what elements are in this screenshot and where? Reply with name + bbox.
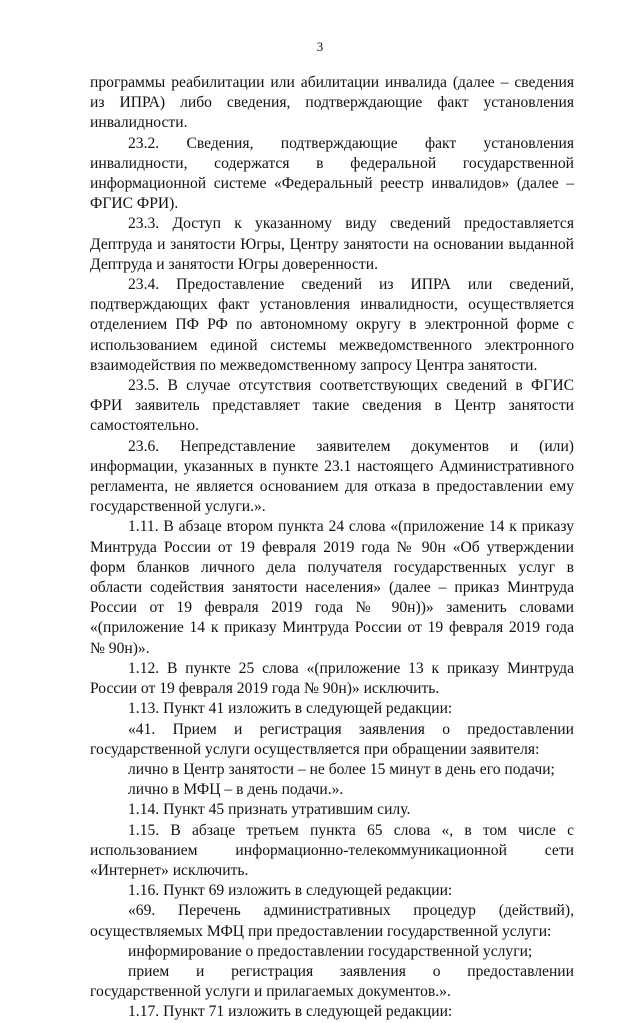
paragraph: 23.5. В случае отсутствия соответствующих сведений в ФГИС ФРИ заявитель представляет такие сведения в Центр занятости самостоятельно. [90,377,574,435]
paragraph: 23.2. Сведения, подтверждающие факт установления инвалидности, содержатся в федеральной государственной информационной системе «Федеральный реестр инвалидов» (далее – ФГИС ФРИ). [90,134,574,213]
paragraph: 1.16. Пункт 69 изложить в следующей редакции: [128,882,453,900]
paragraph: 1.12. В пункте 25 слова «(приложение 13 к приказу Минтруда России от 19 февраля 2019 года № 90н)» исключить. [90,659,574,698]
paragraph: 23.6. Непредставление заявителем документов и (или) информации, указанных в пункте 23.1 настоящего Административного регламента, не является основанием для отказа в предоставлении ему государственной услуги.». [90,437,574,516]
page-number: 3 [316,39,324,54]
paragraph: лично в МФЦ – в день подачи.». [128,781,344,799]
paragraph: «69. Перечень административных процедур (действий), осуществляемых МФЦ при предоставлении государственной услуги: [90,902,574,940]
paragraph: 1.17. Пункт 71 изложить в следующей редакции: [128,1003,453,1021]
paragraph: лично в Центр занятости – не более 15 минут в день его подачи; [128,760,555,778]
document-body [90,73,574,1023]
paragraph: 1.13. Пункт 41 изложить в следующей редакции: [128,700,453,718]
paragraph: 23.4. Предоставление сведений из ИПРА или сведений, подтверждающих факт установления инвалидности, осуществляется отделением ПФ РФ по автономному округу в электронной форме с использованием единой системы межведомственного электронного взаимодействия по межведомственному запросу Центра занятости. [90,276,574,374]
paragraph: информирование о предоставлении государственной услуги; [128,942,533,960]
paragraph: 1.15. В абзаце третьем пункта 65 слова «, в том числе с использованием информационно-телекоммуникационной сети «Интернет» исключить. [90,821,574,879]
paragraph: 23.3. Доступ к указанному виду сведений предоставляется Дептруда и занятости Югры, Центру занятости на основании выданной Дептруда и занятости Югры доверенности. [90,215,574,273]
paragraph: 1.11. В абзаце втором пункта 24 слова «(приложение 14 к приказу Минтруда России от 19 февраля 2019 года № 90н «Об утверждении форм бланков личного дела получателя государственных услуг в области содействия занятости населения» (далее – приказ Минтруда России от 19 февраля 2019 года № 90н))» заменить словами «(приложение 14 к приказу Минтруда России от 19 февраля 2019 года № 90н)». [90,518,574,657]
paragraph: «41. Прием и регистрация заявления о предоставлении государственной услуги осуществляется при обращении заявителя: [90,720,574,758]
paragraph: 1.14. Пункт 45 признать утратившим силу. [128,801,411,819]
paragraph: программы реабилитации или абилитации инвалида (далее – сведения из ИПРА) либо сведения, подтверждающие факт установления инвалидности. [90,74,574,132]
paragraph: прием и регистрация заявления о предоставлении государственной услуги и прилагаемых документов.». [90,962,574,1001]
